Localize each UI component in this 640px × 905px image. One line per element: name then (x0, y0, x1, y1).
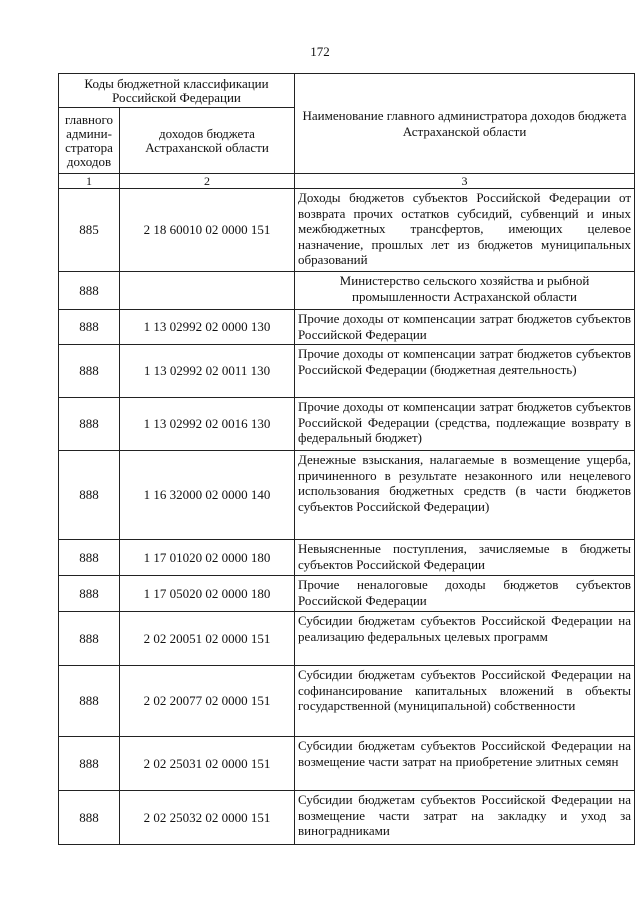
revenue-code-cell: 2 02 25032 02 0000 151 (120, 791, 295, 845)
name-cell: Прочие неналоговые доходы бюджетов субъектов Российской Федерации (295, 576, 635, 612)
table-row (59, 398, 635, 451)
revenue-code-cell: 2 18 60010 02 0000 151 (120, 189, 295, 272)
column-number-3: 3 (295, 174, 635, 189)
name-cell: Субсидии бюджетам субъектов Российской Федерации на возмещение части затрат на приобретение элитных семян (295, 737, 635, 791)
admin-code-cell: 888 (59, 666, 120, 737)
revenue-code-cell: 2 02 20051 02 0000 151 (120, 612, 295, 666)
column-number-1: 1 (59, 174, 120, 189)
admin-code-cell: 888 (59, 791, 120, 845)
table-row (59, 540, 635, 576)
name-cell: Министерство сельского хозяйства и рыбной промышленности Астраханской области (295, 272, 635, 310)
admin-code-cell: 888 (59, 310, 120, 345)
name-cell: Денежные взыскания, налагаемые в возмещение ущерба, причиненного в результате незаконного или нецелевого использования бюджетных средств (в части бюджетов субъектов Российской Федерации) (295, 451, 635, 540)
name-cell: Субсидии бюджетам субъектов Российской Федерации на реализацию федеральных целевых программ (295, 612, 635, 666)
table-row (59, 310, 635, 345)
admin-code-cell: 888 (59, 451, 120, 540)
revenue-column-header: доходов бюджета Астраханской области (120, 108, 295, 174)
admin-column-header: главного админи-стратора доходов (59, 108, 120, 174)
admin-code-cell: 888 (59, 272, 120, 310)
table-row (59, 451, 635, 540)
table-row (59, 576, 635, 612)
table-row (59, 612, 635, 666)
codes-title-header: Коды бюджетной классификации Российской Федерации (59, 74, 295, 108)
revenue-code-cell: 1 16 32000 02 0000 140 (120, 451, 295, 540)
name-cell: Прочие доходы от компенсации затрат бюджетов субъектов Российской Федерации (бюджетная деятельность) (295, 345, 635, 398)
admin-code-cell: 888 (59, 576, 120, 612)
revenue-code-cell (120, 272, 295, 310)
table-row (59, 737, 635, 791)
admin-code-cell: 885 (59, 189, 120, 272)
admin-code-cell: 888 (59, 345, 120, 398)
name-cell: Прочие доходы от компенсации затрат бюджетов субъектов Российской Федерации (295, 310, 635, 345)
table-row (59, 345, 635, 398)
name-cell: Невыясненные поступления, зачисляемые в бюджеты субъектов Российской Федерации (295, 540, 635, 576)
table-row (59, 189, 635, 272)
revenue-code-cell: 1 17 05020 02 0000 180 (120, 576, 295, 612)
name-column-header: Наименование главного администратора доходов бюджета Астраханской области (295, 74, 635, 174)
name-cell: Прочие доходы от компенсации затрат бюджетов субъектов Российской Федерации (средства, подлежащие возврату в федеральный бюджет) (295, 398, 635, 451)
name-cell: Доходы бюджетов субъектов Российской Федерации от возврата прочих остатков субсидий, субвенций и иных межбюджетных трансфертов, имеющих целевое назначение, прошлых лет из бюджетов муниципальных образований (295, 189, 635, 272)
revenue-code-cell: 1 13 02992 02 0000 130 (120, 310, 295, 345)
admin-code-cell: 888 (59, 540, 120, 576)
table-body (59, 189, 635, 845)
column-number-2: 2 (120, 174, 295, 189)
table-row (59, 272, 635, 310)
table-row (59, 666, 635, 737)
admin-code-cell: 888 (59, 737, 120, 791)
table-header (59, 74, 635, 189)
budget-codes-table (58, 73, 635, 845)
revenue-code-cell: 1 13 02992 02 0011 130 (120, 345, 295, 398)
table-row (59, 791, 635, 845)
revenue-code-cell: 1 17 01020 02 0000 180 (120, 540, 295, 576)
admin-code-cell: 888 (59, 398, 120, 451)
name-cell: Субсидии бюджетам субъектов Российской Федерации на возмещение части затрат на закладку и уход за виноградниками (295, 791, 635, 845)
name-cell: Субсидии бюджетам субъектов Российской Федерации на софинансирование капитальных вложений в объекты государственной (муниципальной) собственности (295, 666, 635, 737)
revenue-code-cell: 2 02 25031 02 0000 151 (120, 737, 295, 791)
revenue-code-cell: 2 02 20077 02 0000 151 (120, 666, 295, 737)
revenue-code-cell: 1 13 02992 02 0016 130 (120, 398, 295, 451)
page-number: 172 (310, 44, 330, 59)
admin-code-cell: 888 (59, 612, 120, 666)
